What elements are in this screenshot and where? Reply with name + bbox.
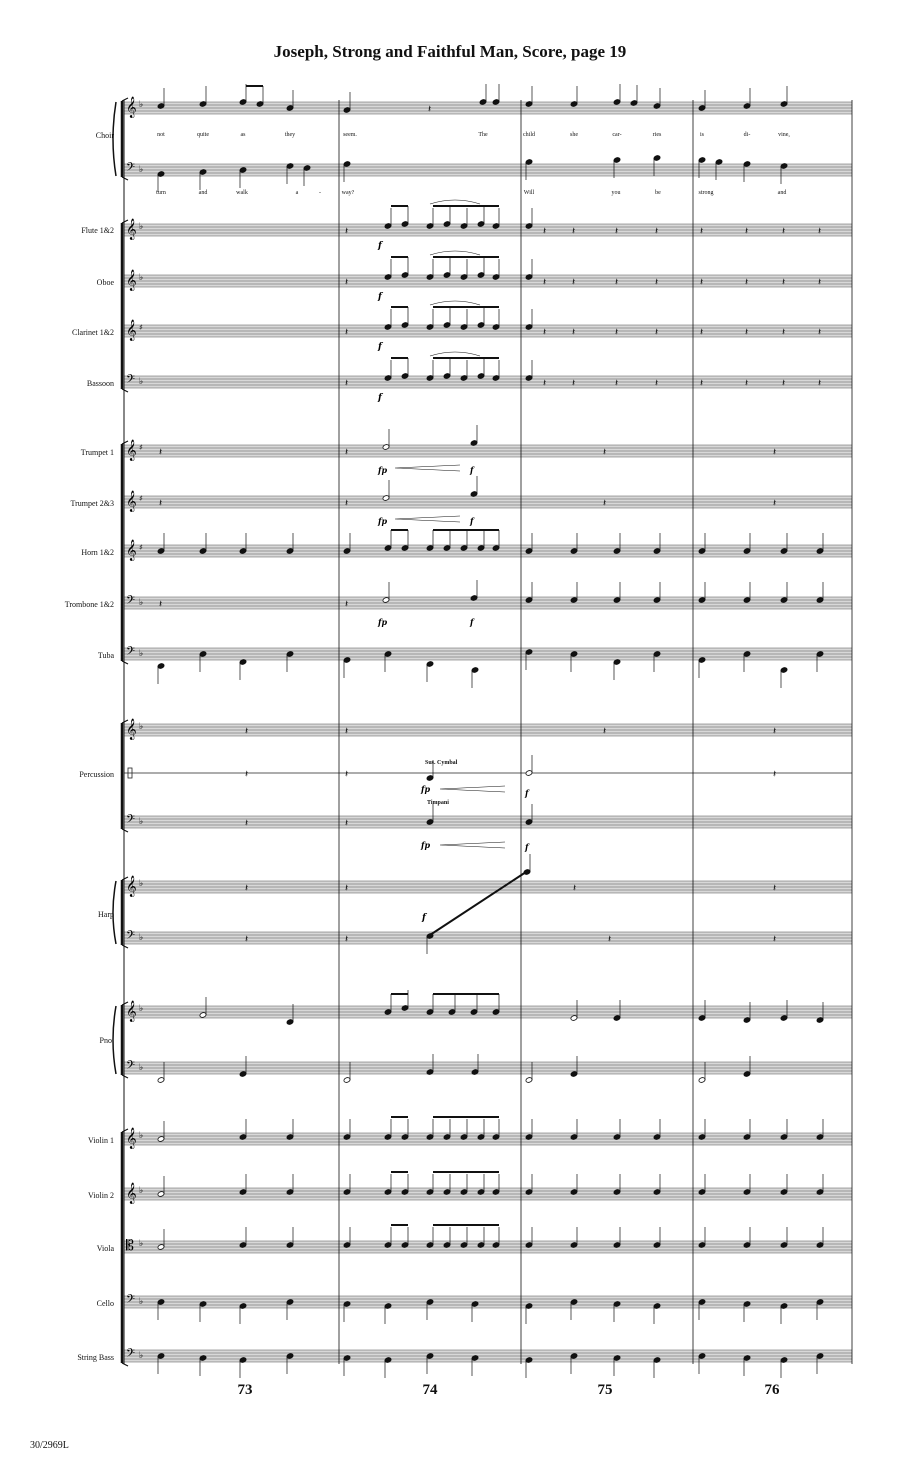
dynamic-fp: fp <box>378 465 388 475</box>
rest-icon: 𝄽 <box>818 378 822 389</box>
clef-icon: 𝄡 <box>126 1238 134 1254</box>
flat-icon: ♭ <box>139 100 144 110</box>
lyric-lower: Will <box>523 190 535 196</box>
rest-icon: 𝄽 <box>572 226 576 237</box>
rest-icon: 𝄽 <box>345 883 349 894</box>
rest-icon: 𝄽 <box>773 447 777 458</box>
clef-icon: 𝄞 <box>126 97 137 118</box>
rest-icon: 𝄽 <box>615 378 619 389</box>
label-harp: Harp <box>98 910 114 919</box>
label-violin-1: Violin 1 <box>88 1136 114 1145</box>
rest-icon: 𝄽 <box>543 226 547 237</box>
label-tuba: Tuba <box>97 651 114 660</box>
crescendo <box>395 516 460 522</box>
bracket-hook <box>122 829 128 832</box>
flat-icon: ♭ <box>139 222 144 232</box>
dynamic-fp: fp <box>378 617 388 627</box>
label-cello: Cello <box>96 1299 114 1308</box>
sharp-icon: ♯ <box>139 323 143 332</box>
dynamic-fp: fp <box>421 784 431 794</box>
lyric-upper: they <box>284 132 296 138</box>
clef-icon: 𝄢 <box>126 161 136 177</box>
rest-icon: 𝄽 <box>572 378 576 389</box>
rest-icon: 𝄽 <box>615 327 619 338</box>
dynamic-f: f <box>525 842 529 852</box>
dynamic-fp: fp <box>378 516 388 526</box>
label-choir: Choir <box>95 131 114 140</box>
flat-icon: ♭ <box>139 165 144 175</box>
clef-icon: 𝄞 <box>126 540 137 561</box>
flat-icon: ♭ <box>139 1351 144 1361</box>
dynamic-f: f <box>378 292 382 302</box>
lyric-upper: The <box>478 132 488 138</box>
rest-icon: 𝄽 <box>345 769 349 780</box>
rest-icon: 𝄽 <box>818 327 822 338</box>
rest-icon: 𝄽 <box>159 447 163 458</box>
crescendo <box>440 786 505 792</box>
rest-icon: 𝄽 <box>345 378 349 389</box>
flat-icon: ♭ <box>139 1297 144 1307</box>
slur <box>430 251 480 255</box>
rest-icon: 𝄽 <box>543 327 547 338</box>
rest-icon: 𝄽 <box>773 726 777 737</box>
lyric-upper: child <box>523 132 535 138</box>
rest-icon: 𝄽 <box>159 599 163 610</box>
flat-icon: ♭ <box>139 1063 144 1073</box>
label-violin-2: Violin 2 <box>88 1191 114 1200</box>
label-oboe: Oboe <box>96 278 114 287</box>
clef-icon: 𝄞 <box>126 440 137 461</box>
clef-icon: 𝄢 <box>126 594 136 610</box>
crescendo <box>395 465 460 471</box>
crescendo <box>440 842 505 848</box>
rest-icon: 𝄽 <box>773 934 777 945</box>
lyric-upper: di- <box>743 132 751 138</box>
sharp-icon: ♯ <box>139 443 143 452</box>
lyric-lower: - <box>319 190 321 196</box>
dynamic-f: f <box>470 516 474 526</box>
rest-icon: 𝄽 <box>245 818 249 829</box>
dynamic-f: f <box>378 342 382 352</box>
label-bassoon: Bassoon <box>86 379 114 388</box>
flat-icon: ♭ <box>139 817 144 827</box>
flat-icon: ♭ <box>139 933 144 943</box>
rest-icon: 𝄽 <box>345 498 349 509</box>
rest-icon: 𝄽 <box>345 726 349 737</box>
flat-icon: ♭ <box>139 1239 144 1249</box>
lyric-lower: turn <box>156 190 166 196</box>
lyric-upper: ries <box>652 132 662 138</box>
lyric-upper: is <box>699 132 705 138</box>
sus-cymbal-label: Sus. Cymbal <box>425 760 458 766</box>
clef-icon: 𝄞 <box>126 719 137 740</box>
rest-icon: 𝄽 <box>782 327 786 338</box>
rest-icon: 𝄽 <box>345 818 349 829</box>
rest-icon: 𝄽 <box>245 883 249 894</box>
lyric-upper: she <box>570 132 578 138</box>
label-flute: Flute 1&2 <box>81 226 114 235</box>
rest-icon: 𝄽 <box>745 378 749 389</box>
dynamic-f: f <box>525 788 529 798</box>
rest-icon: 𝄽 <box>608 934 612 945</box>
dynamic-f: f <box>470 617 474 627</box>
clef-icon: 𝄞 <box>126 320 137 341</box>
rest-icon: 𝄽 <box>603 726 607 737</box>
flat-icon: ♭ <box>139 273 144 283</box>
clef-icon: 𝄞 <box>126 219 137 240</box>
label-horn: Horn 1&2 <box>81 548 114 557</box>
rest-icon: 𝄽 <box>615 226 619 237</box>
label-trumpet-1: Trumpet 1 <box>80 448 114 457</box>
flat-icon: ♭ <box>139 1004 144 1014</box>
rest-icon: 𝄽 <box>345 599 349 610</box>
sharp-icon: ♯ <box>139 543 143 552</box>
rest-icon: 𝄽 <box>773 498 777 509</box>
rest-icon: 𝄽 <box>345 277 349 288</box>
flat-icon: ♭ <box>139 722 144 732</box>
rest-icon: 𝄽 <box>245 769 249 780</box>
rest-icon: 𝄽 <box>345 226 349 237</box>
rest-icon: 𝄽 <box>615 277 619 288</box>
lyric-lower: and <box>198 190 208 196</box>
slur <box>430 200 480 204</box>
lyric-upper: as <box>240 132 246 138</box>
label-trombone: Trombone 1&2 <box>64 600 114 609</box>
page-title: Joseph, Strong and Faithful Man, Score, page 19 <box>273 42 627 61</box>
rest-icon: 𝄽 <box>245 934 249 945</box>
rest-icon: 𝄽 <box>782 277 786 288</box>
clef-icon: 𝄞 <box>126 876 137 897</box>
clef-icon: 𝄢 <box>126 929 136 945</box>
flat-icon: ♭ <box>139 879 144 889</box>
label-piano: Pno. <box>99 1036 114 1045</box>
flat-icon: ♭ <box>139 377 144 387</box>
rest-icon: 𝄽 <box>345 327 349 338</box>
clef-icon: 𝄢 <box>126 1347 136 1363</box>
lyric-upper: car- <box>612 132 622 138</box>
flat-icon: ♭ <box>139 649 144 659</box>
clef-icon: 𝄞 <box>126 270 137 291</box>
label-string-bass: String Bass <box>77 1353 114 1362</box>
rest-icon: 𝄽 <box>700 327 704 338</box>
rest-icon: 𝄽 <box>745 226 749 237</box>
rest-icon: 𝄽 <box>345 934 349 945</box>
clef-icon: 𝄢 <box>126 1059 136 1075</box>
footer-code: 30/2969L <box>30 1440 69 1451</box>
rest-icon: 𝄽 <box>572 277 576 288</box>
flat-icon: ♭ <box>139 1186 144 1196</box>
rest-icon: 𝄽 <box>543 378 547 389</box>
label-percussion: Percussion <box>79 770 114 779</box>
rest-icon: 𝄽 <box>782 226 786 237</box>
rest-icon: 𝄽 <box>745 277 749 288</box>
rest-icon: 𝄽 <box>543 277 547 288</box>
dynamic-f: f <box>470 465 474 475</box>
bracket-hook <box>122 1075 128 1078</box>
rest-icon: 𝄽 <box>603 447 607 458</box>
rest-icon: 𝄽 <box>159 498 163 509</box>
rest-icon: 𝄽 <box>773 769 777 780</box>
label-clarinet: Clarinet 1&2 <box>72 328 114 337</box>
sharp-icon: ♯ <box>139 494 143 503</box>
measure-number: 75 <box>597 1382 613 1398</box>
measure-number: 74 <box>422 1382 438 1398</box>
lyric-lower: a <box>295 190 299 196</box>
dynamic-fp: fp <box>421 840 431 850</box>
bracket-hook <box>122 661 128 664</box>
label-viola: Viola <box>96 1244 114 1253</box>
dynamic-f: f <box>378 241 382 251</box>
clef-icon: 𝄢 <box>126 373 136 389</box>
rest-icon: 𝄽 <box>603 498 607 509</box>
lyric-lower: walk <box>236 190 248 196</box>
rest-icon: 𝄽 <box>782 378 786 389</box>
bracket-hook <box>122 945 128 948</box>
rest-icon: 𝄽 <box>700 378 704 389</box>
rest-icon: 𝄽 <box>345 447 349 458</box>
lyric-upper: vine, <box>778 132 790 138</box>
lyric-lower: you <box>611 190 621 196</box>
rest-icon: 𝄽 <box>700 277 704 288</box>
rest-icon: 𝄽 <box>655 378 659 389</box>
rest-icon: 𝄽 <box>428 104 432 115</box>
bracket-hook <box>122 389 128 392</box>
clef-icon: 𝄢 <box>126 813 136 829</box>
lyric-upper: quite <box>197 132 209 138</box>
lyric-lower: be <box>655 190 661 196</box>
rest-icon: 𝄽 <box>655 327 659 338</box>
slur <box>430 352 480 356</box>
rest-icon: 𝄽 <box>818 226 822 237</box>
measure-number: 73 <box>237 1382 253 1398</box>
dynamic-f: f <box>422 913 426 923</box>
clef-icon: 𝄞 <box>126 491 137 512</box>
clef-icon: 𝄞 <box>126 1001 137 1022</box>
slur <box>430 301 480 305</box>
timpani-label: Timpani <box>427 800 449 806</box>
rest-icon: 𝄽 <box>773 883 777 894</box>
lyric-upper: not <box>157 132 165 138</box>
rest-icon: 𝄽 <box>655 226 659 237</box>
rest-icon: 𝄽 <box>700 226 704 237</box>
rest-icon: 𝄽 <box>655 277 659 288</box>
flat-icon: ♭ <box>139 598 144 608</box>
clef-icon: 𝄢 <box>126 645 136 661</box>
rest-icon: 𝄽 <box>572 327 576 338</box>
lyric-lower: and <box>777 190 787 196</box>
measure-number: 76 <box>764 1382 780 1398</box>
bracket-hook <box>122 177 128 180</box>
rest-icon: 𝄽 <box>245 726 249 737</box>
flat-icon: ♭ <box>139 1131 144 1141</box>
lyric-lower: strong <box>698 190 714 196</box>
clef-icon: 𝄞 <box>126 1128 137 1149</box>
label-trumpet-2-3: Trumpet 2&3 <box>70 499 114 508</box>
rest-icon: 𝄽 <box>745 327 749 338</box>
dynamic-f: f <box>378 393 382 403</box>
bracket-hook <box>122 1363 128 1366</box>
rest-icon: 𝄽 <box>573 883 577 894</box>
lyric-lower: way? <box>341 190 355 196</box>
clef-icon: 𝄢 <box>126 1293 136 1309</box>
clef-icon: 𝄞 <box>126 1183 137 1204</box>
lyric-upper: seem. <box>343 132 357 138</box>
rest-icon: 𝄽 <box>818 277 822 288</box>
